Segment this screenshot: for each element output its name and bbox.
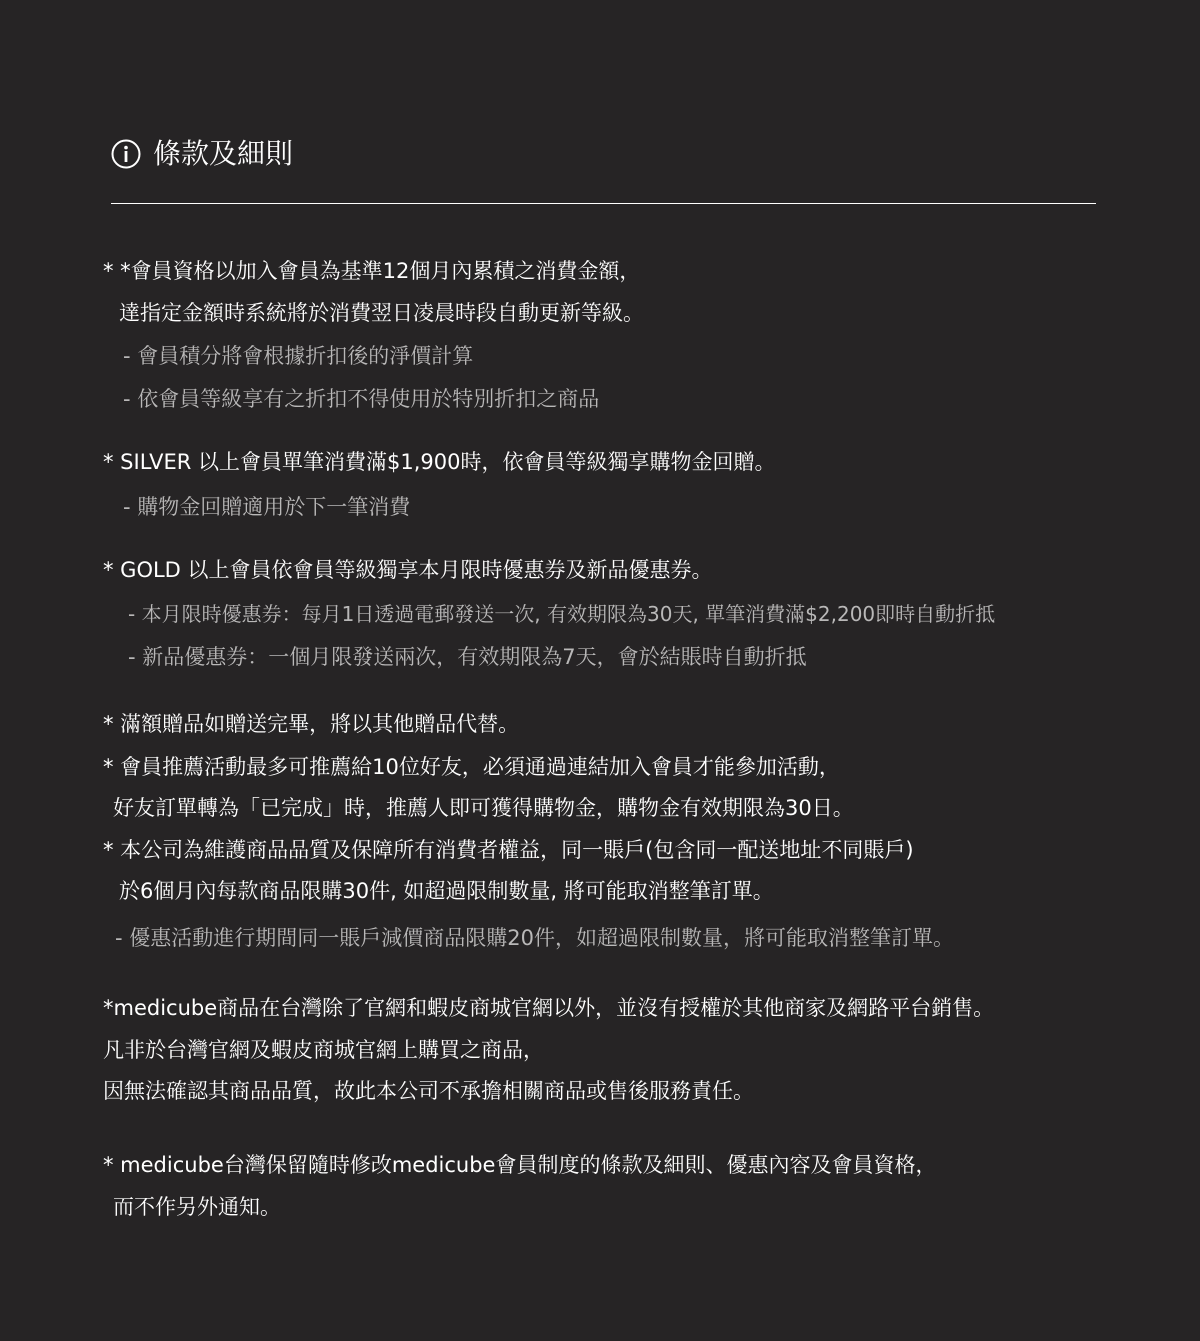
silver-rule-line1: * SILVER 以上會員單筆消費滿$1,900時，依會員等級獨享購物金回贈。 [103, 450, 776, 474]
channels-rule-line2: 凡非於台灣官網及蝦皮商城官網上購買之商品， [103, 1038, 544, 1062]
referral-rule-line1: * 會員推薦活動最多可推薦給10位好友，必須通過連結加入會員才能參加活動， [103, 755, 840, 779]
membership-rule-line1: * *會員資格以加入會員為基準12個月內累積之消費金額， [103, 259, 641, 283]
gift-rule-line1: * 滿額贈品如贈送完畢，將以其他贈品代替。 [103, 712, 520, 736]
header-divider [111, 203, 1096, 204]
terms-header [111, 134, 293, 174]
membership-note-discount: - 依會員等級享有之折扣不得使用於特別折扣之商品 [123, 387, 600, 411]
referral-rule-line2: 好友訂單轉為「已完成」時，推薦人即可獲得購物金，購物金有效期限為30日。 [113, 796, 854, 820]
gold-note-monthly-coupon: - 本月限時優惠券：每月1日透過電郵發送一次, 有效期限為30天, 單筆消費滿$2,200即時自動折抵 [128, 602, 996, 626]
limit-rule-line2: 於6個月內每款商品限購30件, 如超過限制數量, 將可能取消整筆訂單。 [119, 879, 774, 903]
membership-note-points: - 會員積分將會根據折扣後的淨價計算 [123, 344, 474, 368]
info-icon [111, 139, 141, 169]
page-title: 條款及細則 [153, 137, 294, 170]
membership-rule-line2: 達指定金額時系統將於消費翌日凌晨時段自動更新等級。 [119, 301, 644, 325]
silver-note-rebate: - 購物金回贈適用於下一筆消費 [123, 495, 411, 519]
limit-rule-line1: * 本公司為維護商品品質及保障所有消費者權益，同一賬戶(包含同一配送地址不同賬戶) [103, 838, 914, 862]
rights-rule-line1: * medicube台灣保留隨時修改medicube會員制度的條款及細則、優惠內容及會員資格， [103, 1153, 937, 1177]
gold-rule-line1: * GOLD 以上會員依會員等級獨享本月限時優惠券及新品優惠券。 [103, 558, 713, 582]
limit-note-sale-items: - 優惠活動進行期間同一賬戶減價商品限購20件，如超過限制數量，將可能取消整筆訂單。 [115, 926, 954, 950]
channels-rule-line1: *medicube商品在台灣除了官網和蝦皮商城官網以外，並沒有授權於其他商家及網路平台銷售。 [103, 996, 995, 1020]
channels-rule-line3: 因無法確認其商品品質，故此本公司不承擔相關商品或售後服務責任。 [103, 1079, 754, 1103]
gold-note-new-product-coupon: - 新品優惠券：一個月限發送兩次，有效期限為7天，會於結賬時自動折抵 [128, 645, 807, 669]
rights-rule-line2: 而不作另外通知。 [113, 1195, 281, 1219]
